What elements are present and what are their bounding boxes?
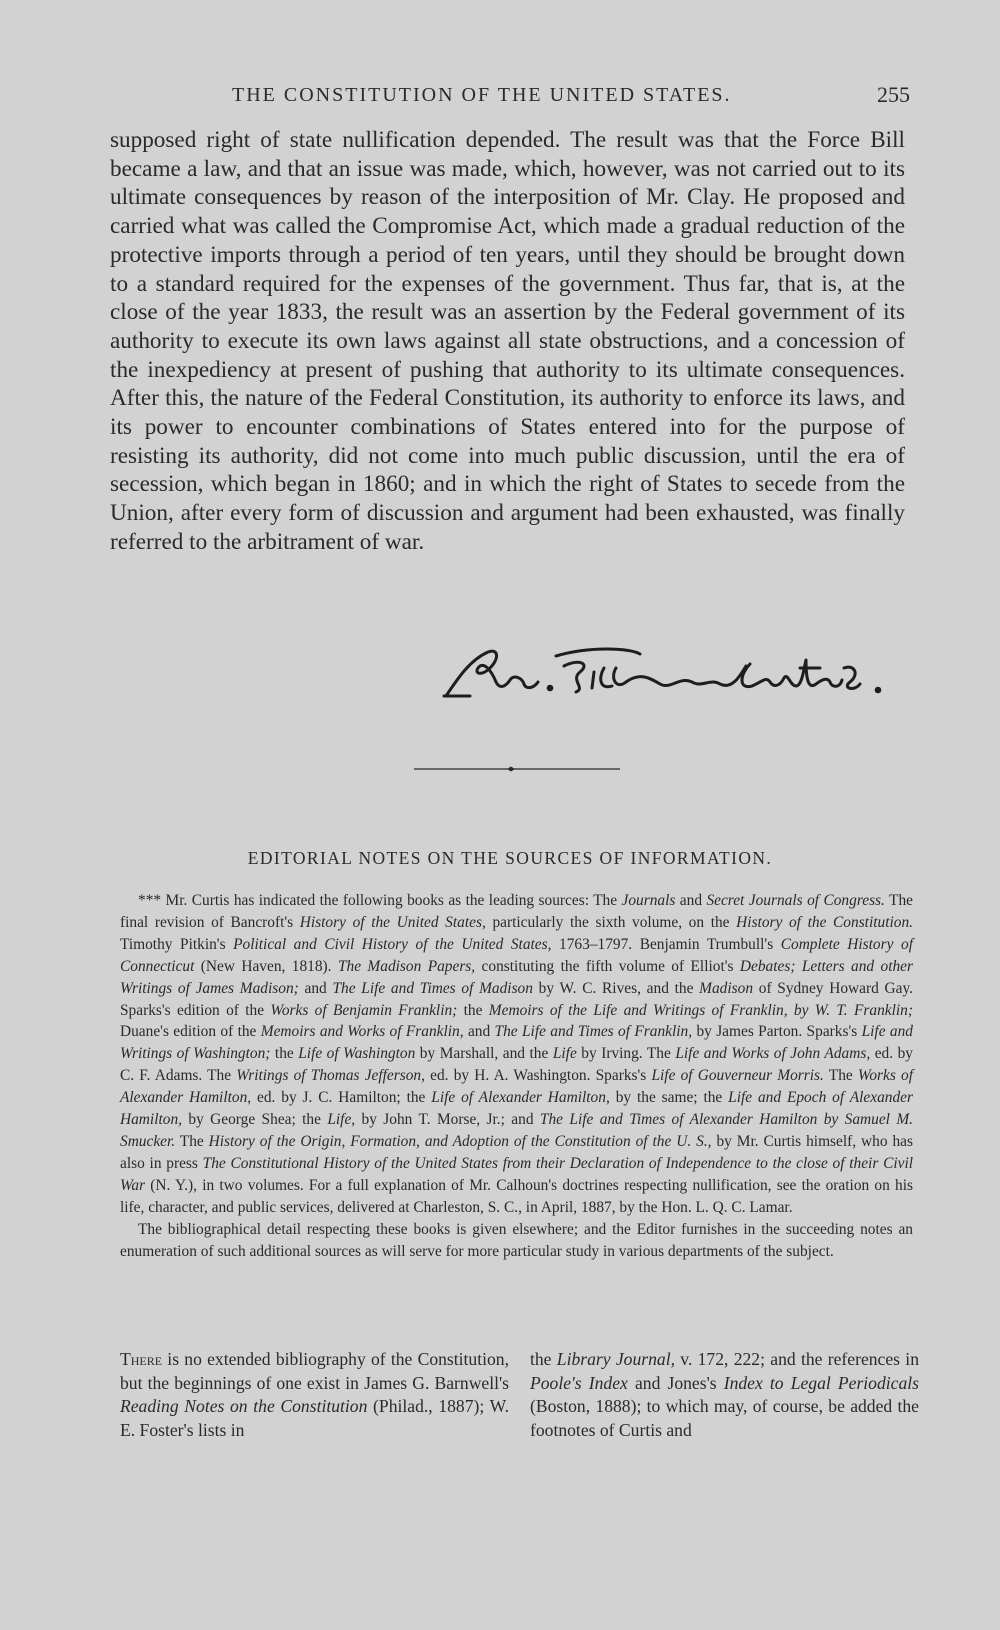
italic-run: Poole's Index bbox=[530, 1372, 628, 1393]
italic-run: Political and Civil History of the United States, bbox=[233, 935, 552, 953]
italic-run: Life and Works of John Adams, bbox=[675, 1045, 871, 1063]
italic-run: Library Journal, bbox=[556, 1349, 675, 1369]
note-paragraph-sources: *** Mr. Curtis has indicated the following books as the leading sources: The Journals and Secret Journals of Congress. The final revision of Bancroft's History of the United States, particularly the sixth volume, on the History of the Constitution. Timothy Pitkin's Political and Civil History of the United States, 1763–1797. Benjamin Trumbull's Complete History of Connecticut (New Haven, 1818). The Madison Papers, constituting the fifth volume of Elliot's Debates; Letters and other Writings of James Madison; and The Life and Times of Madison by W. C. Rives, and the Madison of Sydney Howard Gay. Sparks's edition of the Works of Benjamin Franklin; the Memoirs of the Life and Writings of Franklin, by W. T. Franklin; Duane's edition of the Memoirs and Works of Franklin, and The Life and Times of Franklin, by James Parton. Sparks's Life and Writings of Washington; the Life of Washington by Marshall, and the Life by Irving. The Life and Works of John Adams, ed. by C. F. Adams. The Writings of Thomas Jefferson, ed. by H. A. Washington. Sparks's Life of Gouverneur Morris. The Works of Alexander Hamilton, ed. by J. C. Hamilton; the Life of Alexander Hamilton, by the same; the Life and Epoch of Alexander Hamilton, by George Shea; the Life, by John T. Morse, Jr.; and The Life and Times of Alexander Hamilton by Samuel M. Smucker. The History of the Origin, Formation, and Adoption of the Constitution of the U. S., by Mr. Curtis himself, who has also in press The Constitutional History of the United States from their Declaration of Independence to the close of their Civil War (N. Y.), in two volumes. For a full explanation of Mr. Calhoun's doctrines respecting nullification, see the oration on his life, character, and public services, delivered at Charleston, S. C., in April, 1887, by the Hon. L. Q. C. Lamar. bbox=[120, 892, 914, 1216]
italic-run: History of the Origin, Formation, and Adoption of the Constitution of the U. S., bbox=[208, 1132, 712, 1150]
left-column bbox=[120, 1348, 509, 1442]
page-number: 255 bbox=[877, 82, 910, 107]
italic-run: Life of Gouverneur Morris. bbox=[651, 1067, 824, 1085]
italic-run: Secret Journals of Congress. bbox=[706, 892, 885, 909]
italic-run: History of the Constitution. bbox=[736, 913, 913, 931]
italic-run: Life of Washington bbox=[298, 1045, 416, 1063]
editorial-heading: EDITORIAL NOTES ON THE SOURCES OF INFORMATION. bbox=[247, 848, 773, 868]
italic-run: Memoirs of the Life and Writings of Franklin, by W. T. Franklin; bbox=[488, 1001, 913, 1019]
signature-image bbox=[440, 638, 910, 718]
small-caps-run: There bbox=[120, 1349, 163, 1369]
italic-run: The Madison Papers, bbox=[337, 957, 476, 975]
note-paragraph-detail: The bibliographical detail respecting these books is given elsewhere; and the Editor furnishes in the succeeding notes an enumeration of such additional sources as will serve for more particular study in various departments of the subject. bbox=[120, 1220, 913, 1260]
right-column bbox=[530, 1348, 919, 1442]
running-title: THE CONSTITUTION OF THE UNITED STATES. bbox=[232, 84, 732, 106]
editorial-note bbox=[120, 890, 913, 1262]
italic-run: Journals bbox=[621, 892, 676, 909]
italic-run: Madison bbox=[699, 979, 754, 997]
running-head bbox=[110, 84, 910, 114]
italic-run: Writings of Thomas Jefferson, bbox=[236, 1067, 425, 1085]
italic-run: Debates; Letters and other Writings of James Madison; bbox=[120, 957, 913, 997]
body-paragraph: supposed right of state nullification depended. The result was that the Force Bill became a law, and that an issue was made, which, however, was not carried out to its ultimate consequences by reason of the interposition of Mr. Clay. He proposed and carried what was called the Compromise Act, which made a gradual reduction of the protective imports through a period of ten years, until they should be brought down to a standard required for the expenses of the government. Thus far, that is, at the close of the year 1833, the result was an assertion by the Federal government of its authority to execute its own laws against all state obstructions, and a concession of the inexpediency at present of pushing that authority to its ultimate consequences. After this, the nature of the Federal Constitution, its authority to enforce its laws, and its power to encounter combinations of States entered into for the purpose of resisting its authority, did not come into much public discussion, until the era of secession, which began in 1860; and in which the right of States to secede from the Union, after every form of discussion and argument had been exhausted, was finally referred to the arbitrament of war. bbox=[110, 127, 905, 555]
italic-run: The Life and Times of Madison bbox=[332, 979, 533, 997]
italic-run: Works of Benjamin Franklin; bbox=[270, 1001, 458, 1019]
italic-run: Life, bbox=[327, 1111, 356, 1129]
main-text bbox=[110, 126, 905, 557]
italic-run: Reading Notes on the Constitution bbox=[120, 1396, 368, 1416]
italic-run: Life and Writings of Washington; bbox=[120, 1023, 913, 1063]
italic-run: Index to Legal Periodicals bbox=[723, 1372, 920, 1393]
italic-run: The Constitutional History of the United States from their Declaration of Independence to the close of their Civil War bbox=[120, 1154, 913, 1194]
italic-run: Life bbox=[552, 1045, 577, 1063]
italic-run: Memoirs and Works of Franklin, bbox=[260, 1023, 464, 1041]
section-divider bbox=[414, 764, 620, 774]
right-column-paragraph: the Library Journal, v. 172, 222; and the references in Poole's Index and Jones's Index to Legal Periodicals (Boston, 1888); to which may, of course, be added the footnotes of Curtis and bbox=[530, 1349, 920, 1440]
italic-run: The Life and Times of Franklin, bbox=[494, 1023, 693, 1041]
italic-run: Life and Epoch of Alexander Hamilton, bbox=[120, 1089, 913, 1129]
italic-run: History of the United States, bbox=[299, 913, 486, 931]
italic-run: Complete History of Connecticut bbox=[120, 935, 913, 975]
italic-run: The Life and Times of Alexander Hamilton by Samuel M. Smucker. bbox=[120, 1111, 914, 1150]
italic-run: Life of Alexander Hamilton, bbox=[431, 1089, 610, 1107]
left-column-paragraph: There is no extended bibliography of the Constitution, but the beginnings of one exist in James G. Barnwell's Reading Notes on the Constitution (Philad., 1887); W. E. Foster's lists in bbox=[120, 1349, 509, 1440]
italic-run: Works of Alexander Hamilton, bbox=[120, 1067, 913, 1107]
